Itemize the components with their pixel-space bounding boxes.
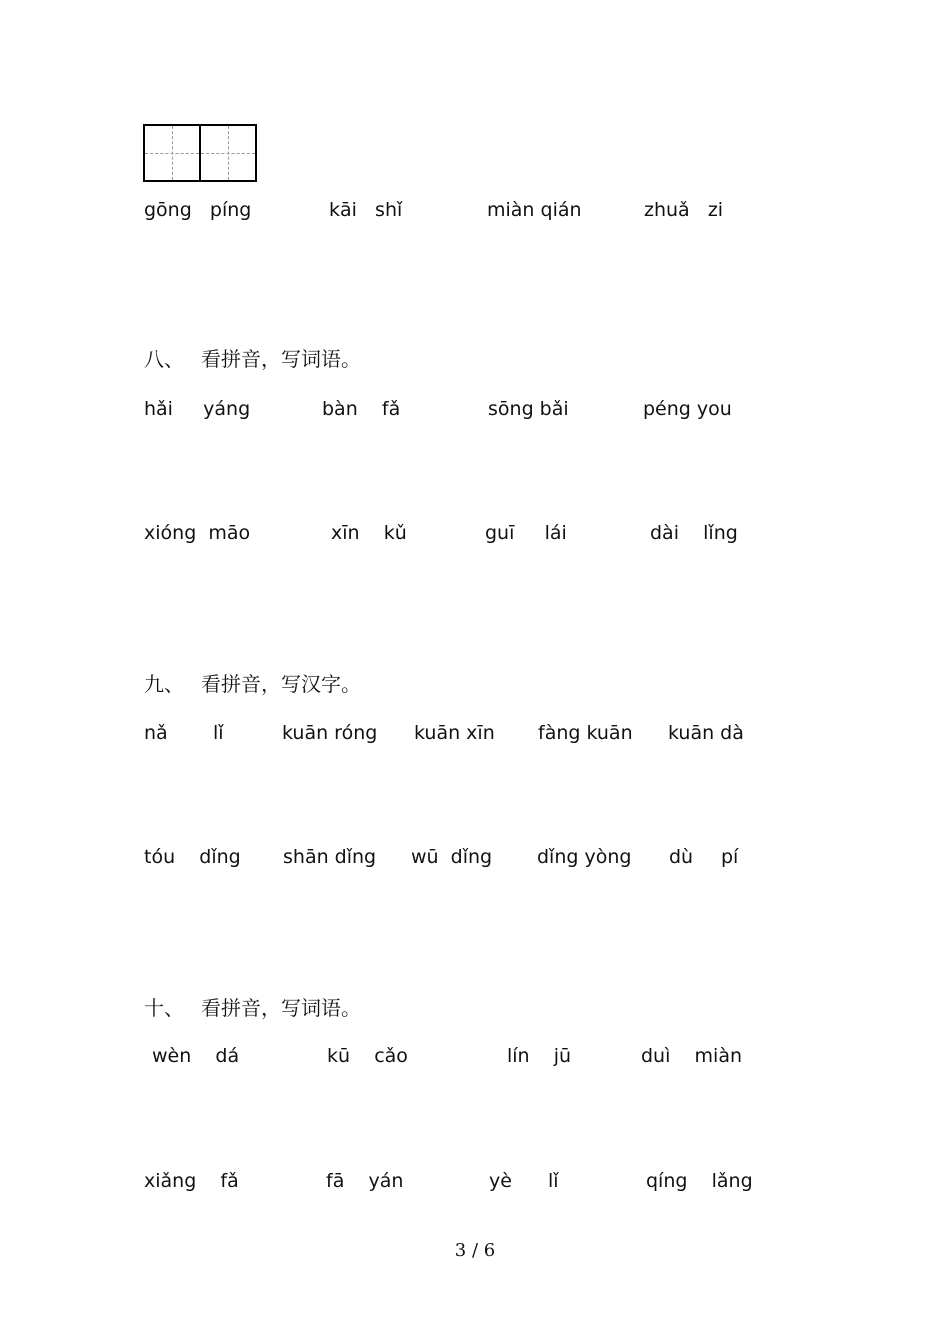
pinyin-word: wū dǐng (411, 846, 493, 868)
pinyin-word: dù (669, 846, 694, 868)
pinyin-row (0, 1168, 950, 1194)
section-instruction: 看拼音，写词语。 (201, 996, 361, 1020)
pinyin-word: zhuǎ zi (644, 199, 724, 221)
pinyin-word: hǎi yáng (144, 398, 251, 420)
writing-box (201, 124, 257, 182)
section-number: 八、 (144, 347, 184, 371)
pinyin-word: pí (721, 846, 739, 868)
pinyin-row (0, 844, 950, 870)
pinyin-word: shān dǐng (283, 846, 377, 868)
pinyin-word: duì miàn (641, 1045, 743, 1067)
pinyin-word: nǎ (144, 722, 168, 744)
pinyin-row (0, 396, 950, 422)
pinyin-word: lín jū (507, 1045, 572, 1067)
pinyin-word: lǐ (213, 722, 224, 744)
pinyin-row (0, 720, 950, 746)
pinyin-word: sōng bǎi (488, 398, 569, 420)
pinyin-word: péng you (643, 398, 732, 420)
pinyin-word: tóu dǐng (144, 846, 241, 868)
writing-box (143, 124, 201, 182)
pinyin-word: xīn kǔ (331, 522, 407, 544)
pinyin-word: kāi shǐ (329, 199, 403, 221)
pinyin-word: lǐ (548, 1170, 559, 1192)
guide-line (228, 126, 229, 180)
section-heading (144, 670, 361, 698)
section-number: 十、 (144, 996, 184, 1020)
section-instruction: 看拼音，写汉字。 (201, 672, 361, 696)
pinyin-word: fā yán (326, 1170, 404, 1192)
writing-grid (143, 124, 257, 180)
pinyin-word: xiǎng fǎ (144, 1170, 239, 1192)
section-heading (144, 994, 361, 1022)
pinyin-word: kuān xīn (414, 722, 495, 744)
pinyin-word: fàng kuān (538, 722, 633, 744)
pinyin-word: bàn fǎ (322, 398, 401, 420)
pinyin-word: guī lái (485, 522, 567, 544)
pinyin-word: qíng lǎng (646, 1170, 753, 1192)
pinyin-word: kuān dà (668, 722, 744, 744)
pinyin-word: wèn dá (152, 1045, 240, 1067)
pinyin-word: yè (489, 1170, 512, 1192)
pinyin-row (0, 520, 950, 546)
section-number: 九、 (144, 672, 184, 696)
pinyin-word: gōng píng (144, 199, 252, 221)
pinyin-word: kū cǎo (327, 1045, 408, 1067)
page-indicator: 3 / 6 (454, 1240, 496, 1261)
pinyin-word: miàn qián (487, 199, 582, 221)
guide-line (172, 126, 173, 180)
pinyin-word: dǐng yòng (537, 846, 632, 868)
pinyin-row (0, 197, 950, 223)
pinyin-word: dài lǐng (650, 522, 738, 544)
pinyin-word: xióng māo (144, 522, 251, 544)
section-instruction: 看拼音，写词语。 (201, 347, 361, 371)
section-heading (144, 345, 361, 373)
pinyin-word: kuān róng (282, 722, 378, 744)
pinyin-row (0, 1043, 950, 1069)
